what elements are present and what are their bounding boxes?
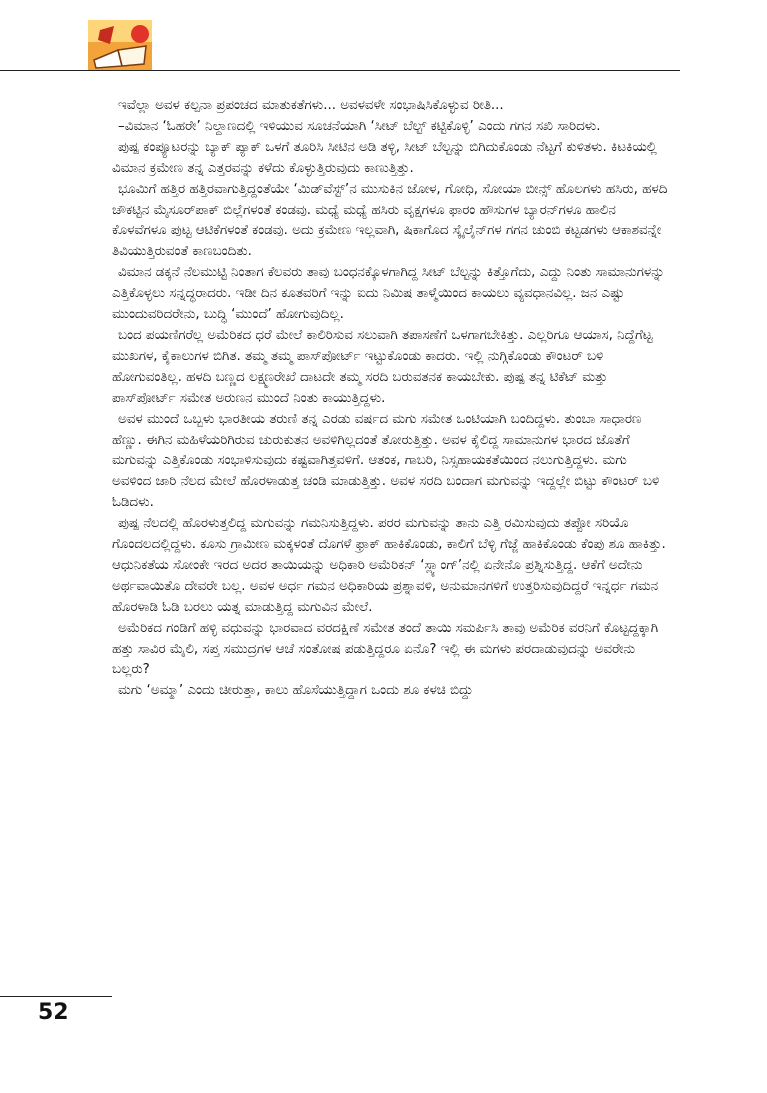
paragraph: –ವಿಮಾನ ‘ಓಹರೇ’ ನಿಲ್ದಾಣದಲ್ಲಿ ಇಳಿಯುವ ಸೂಚನೆಯಾಗಿ ‘ಸೀಟ್ ಬೆಲ್ಟ್ ಕಟ್ಟಿಕೊಳ್ಳಿ’ ಎಂದು ಗಗನ ಸಖಿ ಸಾರಿದಳು.	[118, 118, 601, 134]
header-rule	[0, 70, 680, 71]
paragraph: ಭೂಮಿಗೆ ಹತ್ತಿರ ಹತ್ತಿರವಾಗುತ್ತಿದ್ದಂತೆಯೇ ‘ಮಿಡ್‌ವೆಸ್ಟ್’ನ ಮುಸುಕಿನ ಜೋಳ, ಗೋಧಿ, ಸೋಯಾ ಬೀನ್ಸ್ ಹೊಲಗಳು ಹಸಿರು, ಹಳದಿ ಚೌಕಟ್ಟಿನ ಮೈಸೂರ್‌ಪಾಕ್ ಬಿಲ್ಲೆಗಳಂತೆ ಕಂಡವು. ಮಧ್ಯೆ ಮಧ್ಯೆ ಹಸಿರು ವೃಕ್ಷಗಳೂ ಫಾರಂ ಹೌಸುಗಳ ಬ್ಯಾರನ್‌ಗಳೂ ಹಾಲಿನ ಕೊಳವೆಗಳೂ ಪುಟ್ಟ ಆಟಿಕೆಗಳಂತೆ ಕಂಡವು. ಅದು ಕ್ರಮೇಣ ಇಲ್ಲವಾಗಿ, ಷಿಕಾಗೊದ ಸ್ಕೈಲೈನ್‌ಗಳ ಗಗನ ಚುಂಬಿ ಕಟ್ಟಡಗಳು ಆಕಾಶವನ್ನೇ ತಿವಿಯುತ್ತಿರುವಂತೆ ಕಾಣಬಂದಿತು.	[112, 181, 668, 260]
paragraph: ಅಮೆರಿಕದ ಗಂಡಿಗೆ ಹಳ್ಳಿ ವಧುವನ್ನು ಭಾರವಾದ ವರದಕ್ಷಿಣೆ ಸಮೇತ ತಂದೆ ತಾಯಿ ಸಮರ್ಪಿಸಿ ತಾವು ಅಮೆರಿಕ ವರನಿಗೆ ಕೊಟ್ಟದ್ದಕ್ಕಾಗಿ ಹತ್ತು ಸಾವಿರ ಮೈಲಿ, ಸಪ್ತ ಸಮುದ್ರಗಳ ಆಚೆ ಸಂತೋಷ ಪಡುತ್ತಿದ್ದರೂ ಏನೊ? ಇಲ್ಲಿ ಈ ಮಗಳು ಪರದಾಡುವುದನ್ನು ಅವರೇನು ಬಲ್ಲರು?	[112, 620, 659, 678]
paragraph: ಪುಷ್ಪ ಕಂಪ್ಯೂಟರನ್ನು ಬ್ಯಾಕ್ ಪ್ಯಾಕ್ ಒಳಗೆ ತೂರಿಸಿ ಸೀಟಿನ ಅಡಿ ತಳ್ಳಿ, ಸೀಟ್ ಬೆಲ್ಟನ್ನು ಬಿಗಿದುಕೊಂಡು ನೆಟ್ಟಗೆ ಕುಳಿತಳು. ಕಿಟಕಿಯಲ್ಲಿ ವಿಮಾನ ಕ್ರಮೇಣ ತನ್ನ ಎತ್ತರವನ್ನು ಕಳೆದು ಕೊಳ್ಳುತ್ತಿರುವುದು ಕಾಣುತ್ತಿತ್ತು.	[112, 139, 657, 176]
paragraph: ಬಂದ ಪಯಣಿಗರೆಲ್ಲ ಅಮೆರಿಕದ ಧರೆ ಮೇಲೆ ಕಾಲಿರಿಸುವ ಸಲುವಾಗಿ ತಪಾಸಣೆಗೆ ಒಳಗಾಗಬೇಕಿತ್ತು. ಎಲ್ಲರಿಗೂ ಆಯಾಸ, ನಿದ್ದೆಗೆಟ್ಟ ಮುಖಗಳ, ಕೈಕಾಲುಗಳ ಬಿಗಿತ. ತಮ್ಮ ತಮ್ಮ ಪಾಸ್‌ಪೋರ್ಟ್ ಇಟ್ಟುಕೊಂಡು ಕಾದರು. ಇಲ್ಲಿ ನುಗ್ಗಿಕೊಂಡು ಕೌಂಟರ್ ಬಳಿ ಹೋಗುವಂತಿಲ್ಲ. ಹಳದಿ ಬಣ್ಣದ ಲಕ್ಷ್ಮಣರೇಖೆ ದಾಟದೇ ತಮ್ಮ ಸರದಿ ಬರುವತನಕ ಕಾಯಬೇಕು. ಪುಷ್ಪ ತನ್ನ ಟಿಕೆಟ್ ಮತ್ತು ಪಾಸ್‌ಪೋರ್ಟ್ ಸಮೇತ ಅರುಣನ ಮುಂದೆ ನಿಂತು ಕಾಯುತ್ತಿದ್ದಳು.	[112, 327, 653, 406]
paragraph: ಪುಷ್ಪ ನೆಲದಲ್ಲಿ ಹೊರಳುತ್ತಲಿದ್ದ ಮಗುವನ್ನು ಗಮನಿಸುತ್ತಿದ್ದಳು. ಪರರ ಮಗುವನ್ನು ತಾನು ಎತ್ತಿ ರಮಿಸುವುದು ತಪ್ಪೋ ಸರಿಯೊ ಗೊಂದಲದಲ್ಲಿದ್ದಳು. ಕೂಸು ಗ್ರಾಮೀಣ ಮಕ್ಕಳಂತೆ ದೊಗಳೆ ಫ್ರಾಕ್ ಹಾಕಿಕೊಂಡು, ಕಾಲಿಗೆ ಬೆಳ್ಳಿ ಗೆಜ್ಜೆ ಹಾಕಿಕೊಂಡು ಕೆಂಪು ಶೂ ಹಾಕಿತ್ತು. ಆಧುನಿಕತೆಯ ಸೋಂಕೇ ಇರದ ಅದರ ತಾಯಿಯನ್ನು ಅಧಿಕಾರಿ ಅಮೆರಿಕನ್ ‘ಸ್ಲ್ಯಾಂಗ್’ನಲ್ಲಿ ಏನೇನೊ ಪ್ರಶ್ನಿಸುತ್ತಿದ್ದ. ಆಕೆಗೆ ಅದೇನು ಅರ್ಥವಾಯಿತೊ ದೇವರೇ ಬಲ್ಲ. ಅವಳ ಅರ್ಧ ಗಮನ ಅಧಿಕಾರಿಯ ಪ್ರಶ್ನಾವಳಿ, ಅನುಮಾನಗಳಿಗೆ ಉತ್ತರಿಸುವುದಿದ್ದರೆ ಇನ್ನರ್ಧ ಗಮನ ಹೊರಳಾಡಿ ಓಡಿ ಬರಲು ಯತ್ನ ಮಾಡುತ್ತಿದ್ದ ಮಗುವಿನ ಮೇಲೆ.	[112, 516, 666, 615]
page-body	[112, 96, 668, 702]
paragraph: ಅವಳ ಮುಂದೆ ಒಬ್ಬಳು ಭಾರತೀಯ ತರುಣಿ ತನ್ನ ಎರಡು ವರ್ಷದ ಮಗು ಸಮೇತ ಒಂಟಿಯಾಗಿ ಬಂದಿದ್ದಳು. ತುಂಬಾ ಸಾಧಾರಣ ಹೆಣ್ಣು. ಈಗಿನ ಮಹಿಳೆಯರಿಗಿರುವ ಚುರುಕುತನ ಅವಳಿಗಿಲ್ಲದಂತೆ ತೋರುತ್ತಿತ್ತು. ಅವಳ ಕೈಲಿದ್ದ ಸಾಮಾನುಗಳ ಭಾರದ ಜೊತೆಗೆ ಮಗುವನ್ನು ಎತ್ತಿಕೊಂಡು ಸಂಭಾಳಿಸುವುದು ಕಷ್ಟವಾಗಿತ್ತವಳಿಗೆ. ಆತಂಕ, ಗಾಬರಿ, ನಿಸ್ಸಹಾಯಕತೆಯಿಂದ ನಲುಗುತ್ತಿದ್ದಳು. ಮಗು ಅವಳಿಂದ ಜಾರಿ ನೆಲದ ಮೇಲೆ ಹೊರಳಾಡುತ್ತ ಚಂಡಿ ಮಾಡುತ್ತಿತ್ತು. ಅವಳ ಸರದಿ ಬಂದಾಗ ಮಗುವನ್ನು ಇದ್ದಲ್ಲೇ ಬಿಟ್ಟು ಕೌಂಟರ್ ಬಳಿ ಓಡಿದಳು.	[112, 411, 660, 511]
paragraph: ವಿಮಾನ ಡಕ್ಕನೆ ನೆಲಮುಟ್ಟಿ ನಿಂತಾಗ ಕೆಲವರು ತಾವು ಬಂಧನಕ್ಕೊಳಗಾಗಿದ್ದ ಸೀಟ್ ಬೆಲ್ಟನ್ನು ಕಿತ್ತೊಗೆದು, ಎದ್ದು ನಿಂತು ಸಾಮಾನುಗಳನ್ನು ಎತ್ತಿಕೊಳ್ಳಲು ಸನ್ನದ್ಧರಾದರು. ಇಡೀ ದಿನ ಕೂತವರಿಗೆ ಇನ್ನು ಐದು ನಿಮಿಷ ತಾಳ್ಮೆಯಿಂದ ಕಾಯಲು ವ್ಯವಧಾನವಿಲ್ಲ. ಜನ ಎಷ್ಟು ಮುಂದುವರಿದರೇನು, ಬುದ್ಧಿ ‘ಮುಂದೆ’ ಹೋಗುವುದಿಲ್ಲ.	[112, 265, 665, 323]
paragraph: ಇವೆಲ್ಲಾ ಅವಳ ಕಲ್ಪನಾ ಪ್ರಪಂಚದ ಮಾತುಕತೆಗಳು... ಅವಳವಳೇ ಸಂಭಾಷಿಸಿಕೊಳ್ಳುವ ರೀತಿ...	[118, 98, 504, 113]
footer-rule	[0, 996, 112, 997]
open-book-icon	[88, 20, 152, 70]
paragraph: ಮಗು ‘ಅಮ್ಮಾ’ ಎಂದು ಚೀರುತ್ತಾ, ಕಾಲು ಹೊಸೆಯುತ್ತಿದ್ದಾಗ ಒಂದು ಶೂ ಕಳಚಿ ಬಿದ್ದು	[118, 683, 474, 699]
page-number: 52	[38, 1000, 69, 1025]
